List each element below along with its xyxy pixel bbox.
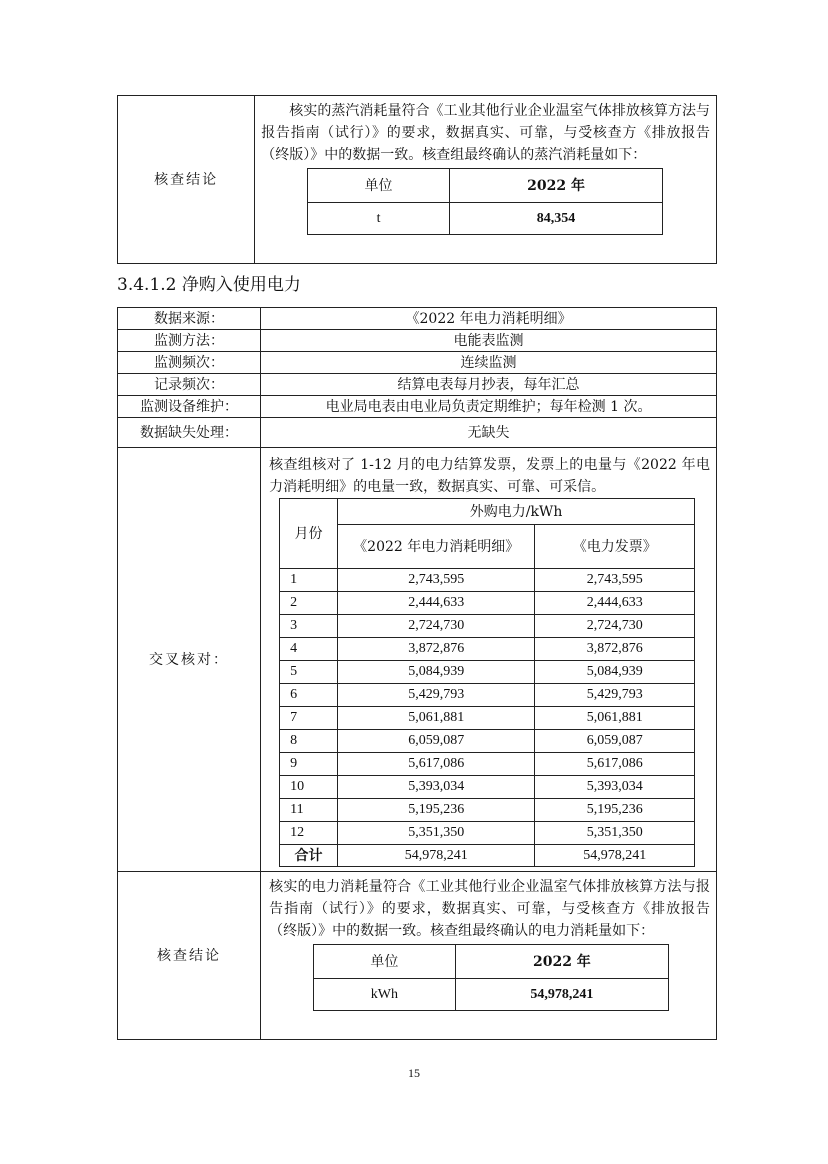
invoice-cell: 5,084,939 [535, 661, 695, 684]
month-row [280, 822, 695, 845]
cross-check-text: 核查组核对了 1-12 月的电力结算发票，发票上的电量与《2022 年电力消耗明细》的电量一致，数据真实、可靠、可采信。 [269, 457, 710, 495]
info-value: 电业局电表由电业局负责定期维护；每年检测 1 次。 [261, 396, 717, 418]
detail-cell: 2,743,595 [337, 569, 534, 592]
steam-unit-value: t [308, 203, 450, 235]
info-label: 数据来源： [118, 308, 261, 330]
detail-cell: 6,059,087 [337, 730, 534, 753]
month-cell: 12 [280, 822, 338, 845]
info-row [118, 418, 717, 448]
info-row [118, 396, 717, 418]
info-value: 电能表监测 [261, 330, 717, 352]
invoice-column-header: 《电力发票》 [535, 525, 695, 569]
steam-conclusion-label: 核查结论 [118, 96, 255, 264]
detail-cell: 2,724,730 [337, 615, 534, 638]
month-cell: 4 [280, 638, 338, 661]
month-cell: 10 [280, 776, 338, 799]
invoice-cell: 3,872,876 [535, 638, 695, 661]
invoice-cell: 5,617,086 [535, 753, 695, 776]
info-label: 记录频次： [118, 374, 261, 396]
invoice-cell: 5,195,236 [535, 799, 695, 822]
month-cell: 8 [280, 730, 338, 753]
month-row [280, 684, 695, 707]
info-value: 无缺失 [261, 418, 717, 448]
section-heading: 3.4.1.2 净购入使用电力 [117, 275, 301, 295]
invoice-cell: 5,061,881 [535, 707, 695, 730]
info-value: 连续监测 [261, 352, 717, 374]
invoice-cell: 5,393,034 [535, 776, 695, 799]
month-cell: 7 [280, 707, 338, 730]
info-value: 结算电表每月抄表，每年汇总 [261, 374, 717, 396]
month-cell: 9 [280, 753, 338, 776]
detail-column-header: 《2022 年电力消耗明细》 [337, 525, 534, 569]
detail-cell: 5,429,793 [337, 684, 534, 707]
electricity-value-table [313, 944, 669, 1011]
electricity-unit-value: kWh [314, 979, 456, 1011]
steam-value-table [307, 168, 663, 235]
steam-unit-header: 单位 [308, 169, 450, 203]
info-row [118, 330, 717, 352]
month-row [280, 730, 695, 753]
month-row [280, 776, 695, 799]
month-header: 月份 [280, 499, 338, 569]
invoice-cell: 2,444,633 [535, 592, 695, 615]
month-row [280, 753, 695, 776]
month-cell: 5 [280, 661, 338, 684]
detail-cell: 5,195,236 [337, 799, 534, 822]
month-row [280, 615, 695, 638]
info-label: 监测方法： [118, 330, 261, 352]
electricity-total-value: 54,978,241 [455, 979, 668, 1011]
info-label: 数据缺失处理： [118, 418, 261, 448]
month-cell: 11 [280, 799, 338, 822]
total-detail: 54,978,241 [337, 845, 534, 867]
purchased-electricity-header: 外购电力/kWh [337, 499, 694, 525]
month-cell: 3 [280, 615, 338, 638]
monthly-electricity-table [279, 498, 695, 867]
steam-total-value: 84,354 [449, 203, 662, 235]
electricity-conclusion-text: 核实的电力消耗量符合《工业其他行业企业温室气体排放核算方法与报告指南（试行）》的要求，数据真实、可靠，与受核查方《排放报告（终版）》中的数据一致。核查组最终确认的电力消耗量如下： [269, 879, 710, 939]
info-row [118, 352, 717, 374]
steam-conclusion-table [117, 95, 717, 264]
info-label: 监测设备维护： [118, 396, 261, 418]
month-row [280, 661, 695, 684]
detail-cell: 5,351,350 [337, 822, 534, 845]
electricity-unit-header: 单位 [314, 945, 456, 979]
detail-cell: 5,084,939 [337, 661, 534, 684]
month-row [280, 707, 695, 730]
month-row [280, 569, 695, 592]
total-invoice: 54,978,241 [535, 845, 695, 867]
electricity-year-header: 2022 年 [455, 945, 668, 979]
detail-cell: 5,617,086 [337, 753, 534, 776]
month-cell: 6 [280, 684, 338, 707]
month-row [280, 638, 695, 661]
month-cell: 2 [280, 592, 338, 615]
cross-check-label: 交叉核对： [118, 448, 261, 872]
page-number: 15 [408, 1066, 420, 1080]
steam-year-header: 2022 年 [449, 169, 662, 203]
detail-cell: 5,393,034 [337, 776, 534, 799]
month-row [280, 799, 695, 822]
invoice-cell: 5,351,350 [535, 822, 695, 845]
detail-cell: 2,444,633 [337, 592, 534, 615]
invoice-cell: 5,429,793 [535, 684, 695, 707]
invoice-cell: 2,743,595 [535, 569, 695, 592]
info-value: 《2022 年电力消耗明细》 [261, 308, 717, 330]
month-row [280, 592, 695, 615]
detail-cell: 3,872,876 [337, 638, 534, 661]
info-label: 监测频次： [118, 352, 261, 374]
invoice-cell: 2,724,730 [535, 615, 695, 638]
steam-conclusion-text: 核实的蒸汽消耗量符合《工业其他行业企业温室气体排放核算方法与报告指南（试行）》的要求，数据真实、可靠，与受核查方《排放报告（终版）》中的数据一致。核查组最终确认的蒸汽消耗量如下： [261, 103, 710, 163]
info-row [118, 374, 717, 396]
detail-cell: 5,061,881 [337, 707, 534, 730]
electricity-table [117, 307, 717, 1040]
invoice-cell: 6,059,087 [535, 730, 695, 753]
electricity-conclusion-label: 核查结论 [118, 872, 261, 1040]
total-label: 合计 [280, 845, 338, 867]
info-row [118, 308, 717, 330]
month-cell: 1 [280, 569, 338, 592]
